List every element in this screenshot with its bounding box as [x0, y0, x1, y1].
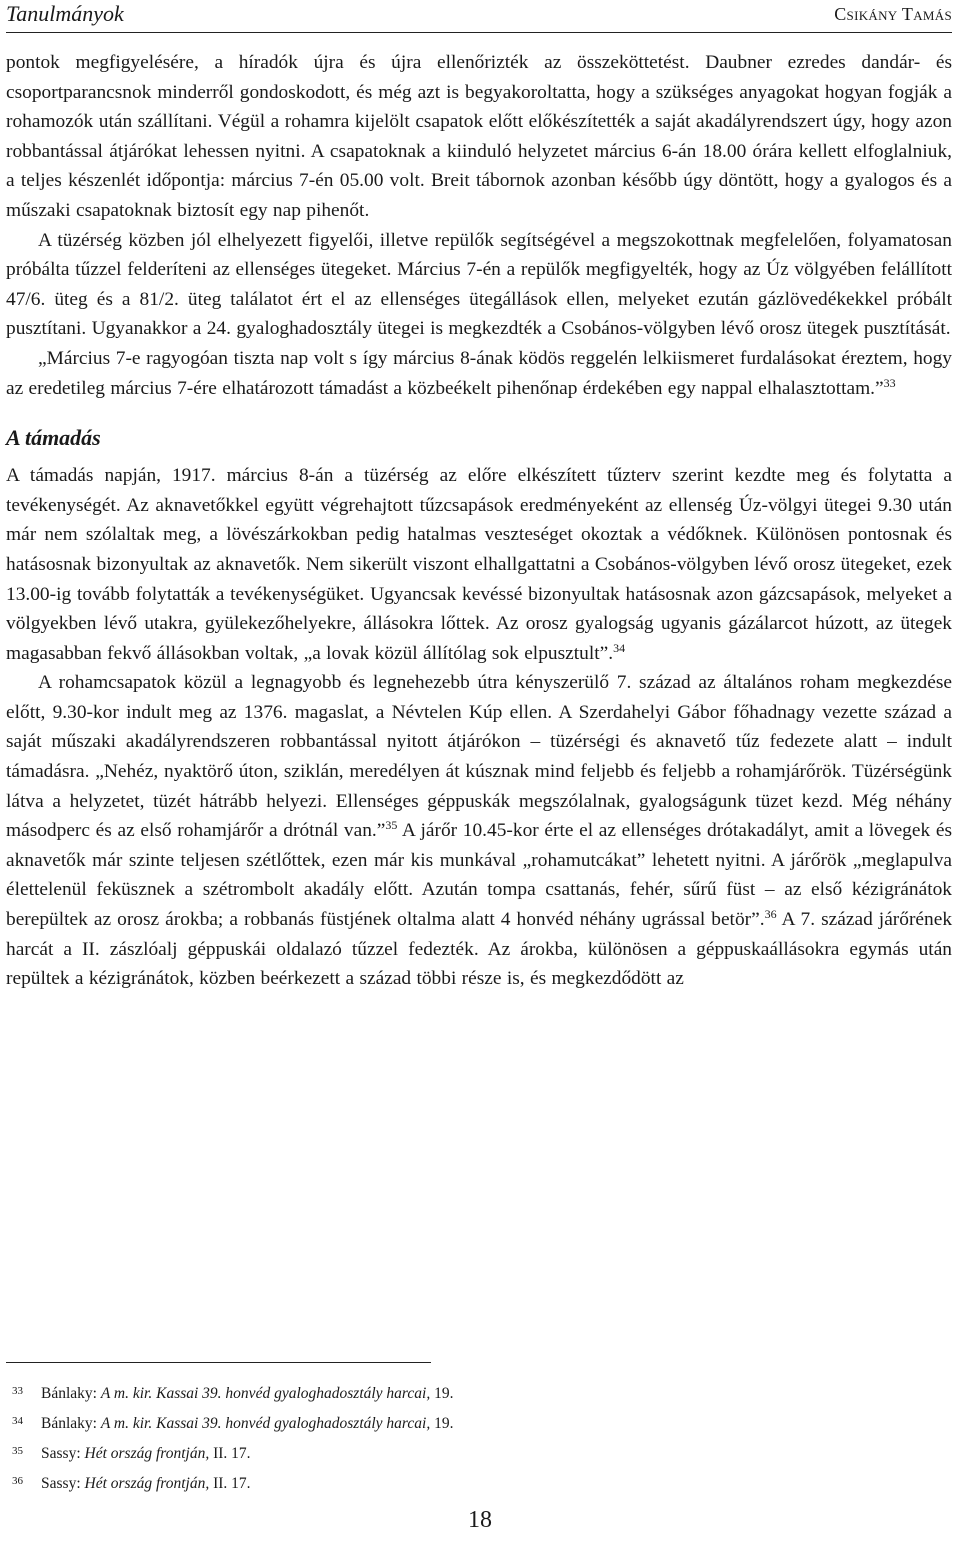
paragraph-2: A tüzérség közben jól elhelyezett figyelői, illetve repülők segítségével a megszokottnak megfelelően, folyamatosan próbálta tűzzel felderíteni az ellenséges ütegeket. Március 7-én a repülők megfigyelték, hogy az Úz völgyében felállított 47/6. üteg és a 81/2. üteg találatot ért el az ellenséges ütegállások ellen, melyeket ezután gázlövedékekkel próbált pusztítani. Ugyanakkor a 24. gyaloghadosztály ütegei is megkezdték a Csobános-völgyben lévő orosz ütegek pusztítását.: [6, 229, 952, 340]
footnote-34: [6, 1409, 926, 1439]
footnote-35: [6, 1439, 926, 1469]
footnote-divider: [6, 1362, 431, 1363]
paragraph-4: [6, 461, 952, 668]
footnote-author: Sassy:: [41, 1475, 85, 1492]
footnote-title: A m. kir. Kassai 39. honvéd gyaloghadosztály harcai,: [100, 1415, 431, 1432]
paragraph-1: pontok megfigyelésére, a híradók újra és újra ellenőrizték az összeköttetést. Daubner ezredes dandár- és csoportparancsnok minderről gondoskodott, és még azt is begyakoroltatta, hogy a szükséges anyagokat hogyan fogják a rohamozók után szállítani. Végül a rohamra kijelölt csapatok előtt előkészítették a saját akadályrendszert úgy, hogy azon robbantással átjárókat lehessen nyitni. A csapatoknak a kiinduló helyzetet március 6-án 18.00 órára kellett elfoglalniuk, a teljes készenlét időpontja: március 7-én 05.00 volt. Breit tábornok azonban később úgy döntött, hogy a gyalogos és a műszaki csapatoknak biztosít egy nap pihenőt.: [6, 52, 952, 221]
footnote-page: II. 17.: [209, 1475, 251, 1492]
footnote-ref-34[interactable]: 34: [613, 640, 626, 655]
section-label: Tanulmányok: [6, 1, 124, 26]
paragraph-3: [6, 344, 952, 403]
footnote-author: Sassy:: [41, 1445, 85, 1462]
footnote-title: A m. kir. Kassai 39. honvéd gyaloghadosztály harcai,: [100, 1385, 431, 1402]
footnote-title: Hét ország frontján,: [84, 1475, 210, 1492]
paragraph-5-text-a: A rohamcsapatok közül a legnagyobb és legnehezebb útra kényszerülő 7. század az általános roham megkezdése előtt, 9.30-kor indult meg az 1376. magaslat, a Névtelen Kúp ellen. A Szerdahelyi Gábor főhadnagy vezette század a saját műszaki akadályrendszeren robbantással nyitott átjárókon – tüzérségi és aknavető tűz fedezete alatt – indult támadásra. „Nehéz, nyaktörő úton, sziklán, meredélyen át kúsznak mind feljebb és feljebb a rohamjárőrök. Tüzérségünk látva a helyzetet, tüzét hátrább helyezi. Ellenséges géppuskák megszólalnak, gyalogságunk tüzet kezd. Még néhány másodperc és az első rohamjárőr a drótnál van.”: [6, 672, 952, 842]
paragraph-5-text-b: A járőr 10.45-kor érte el az ellenséges drótakadályt, amit a lövegek és aknavetők már szinte teljesen szétlőttek, ezen már kis munkával „rohamutcákat” lehetett nyitni. A járőrök „meglapulva élettelenül feküsznek a szétrombolt akadály előtt. Azután tompa csattanás, fehér, sűrű füst – az első kézigránátok berepültek az orosz árokba; a robbanás füstjének oltalma alatt 4 honvéd néhány ugrással betör”.: [6, 820, 952, 931]
running-header: [6, 0, 952, 33]
footnote-page: II. 17.: [209, 1445, 251, 1462]
footnote-number: 34: [12, 1415, 23, 1427]
author-name: Csikány Tamás: [834, 4, 952, 24]
main-text: [6, 48, 952, 994]
footnote-number: 33: [12, 1385, 23, 1397]
footnote-author: Bánlaky:: [41, 1385, 101, 1402]
footnote-page: 19.: [430, 1415, 454, 1432]
footnote-number: 35: [12, 1445, 23, 1457]
footnote-title: Hét ország frontján,: [84, 1445, 210, 1462]
footnote-page: 19.: [430, 1385, 454, 1402]
paragraph-5-text-c: A 7. század járőrének harcát a II. zászlóalj géppuskái oldalazó tűzzel fedezték. Az árokba, különösen a géppuskaállásokra egymás után repültek a kézigránátok, közben beérkezett a század többi része is, és megkezdődött az: [6, 909, 953, 990]
paragraph-5: [6, 668, 952, 994]
footnote-number: 36: [12, 1475, 23, 1487]
footnote-author: Bánlaky:: [41, 1415, 101, 1432]
paragraph-4-text: A támadás napján, 1917. március 8-án a tüzérség az előre elkészített tűzterv szerint kezdte meg és folytatta a tevékenységét. Az aknavetőkkel együtt végrehajtott tűzcsapások eredményeként az ellenség Úz-völgyi ütegei 9.30 után már nem szólaltak meg, a lövészárkokban pedig hatalmas veszteséget okoztak a védőknek. Különösen pontosnak és hatásosnak bizonyultak az aknavetők. Nem sikerült viszont elhallgattatni a Csobános-völgyben lévő orosz ütegeket, ezek 13.00-ig tovább folytatták a tevékenységüket. Ugyancsak kevéssé bizonyultak hatásosnak azon gázcsapások, melyeket a völgyekben lévő utakra, gyülekezőhelyekre, állásokra lőttek. Az orosz gyalogság ugyanis gázálarcot húzott, az ütegek magasabban fekvő állásokban voltak, „a lovak közül állítólag sok elpusztult”.: [6, 465, 952, 664]
section-heading: A támadás: [6, 425, 101, 451]
quote-text: „Március 7-e ragyogóan tiszta nap volt s így március 8-ának ködös reggelén lelkiismeret furdalásokat éreztem, hogy az eredetileg március 7-ére elhatározott támadást a közbeékelt pihenőnap érdekében egy nappal elhalasztottam.”: [6, 347, 952, 399]
page-number: 18: [468, 1507, 492, 1533]
footnote-ref-35[interactable]: 35: [385, 818, 398, 833]
footnote-36: [6, 1469, 926, 1499]
footnote-ref-33[interactable]: 33: [883, 375, 896, 390]
footnote-ref-36[interactable]: 36: [764, 907, 777, 922]
footnotes: [6, 1362, 926, 1499]
footnote-33: [6, 1379, 926, 1409]
